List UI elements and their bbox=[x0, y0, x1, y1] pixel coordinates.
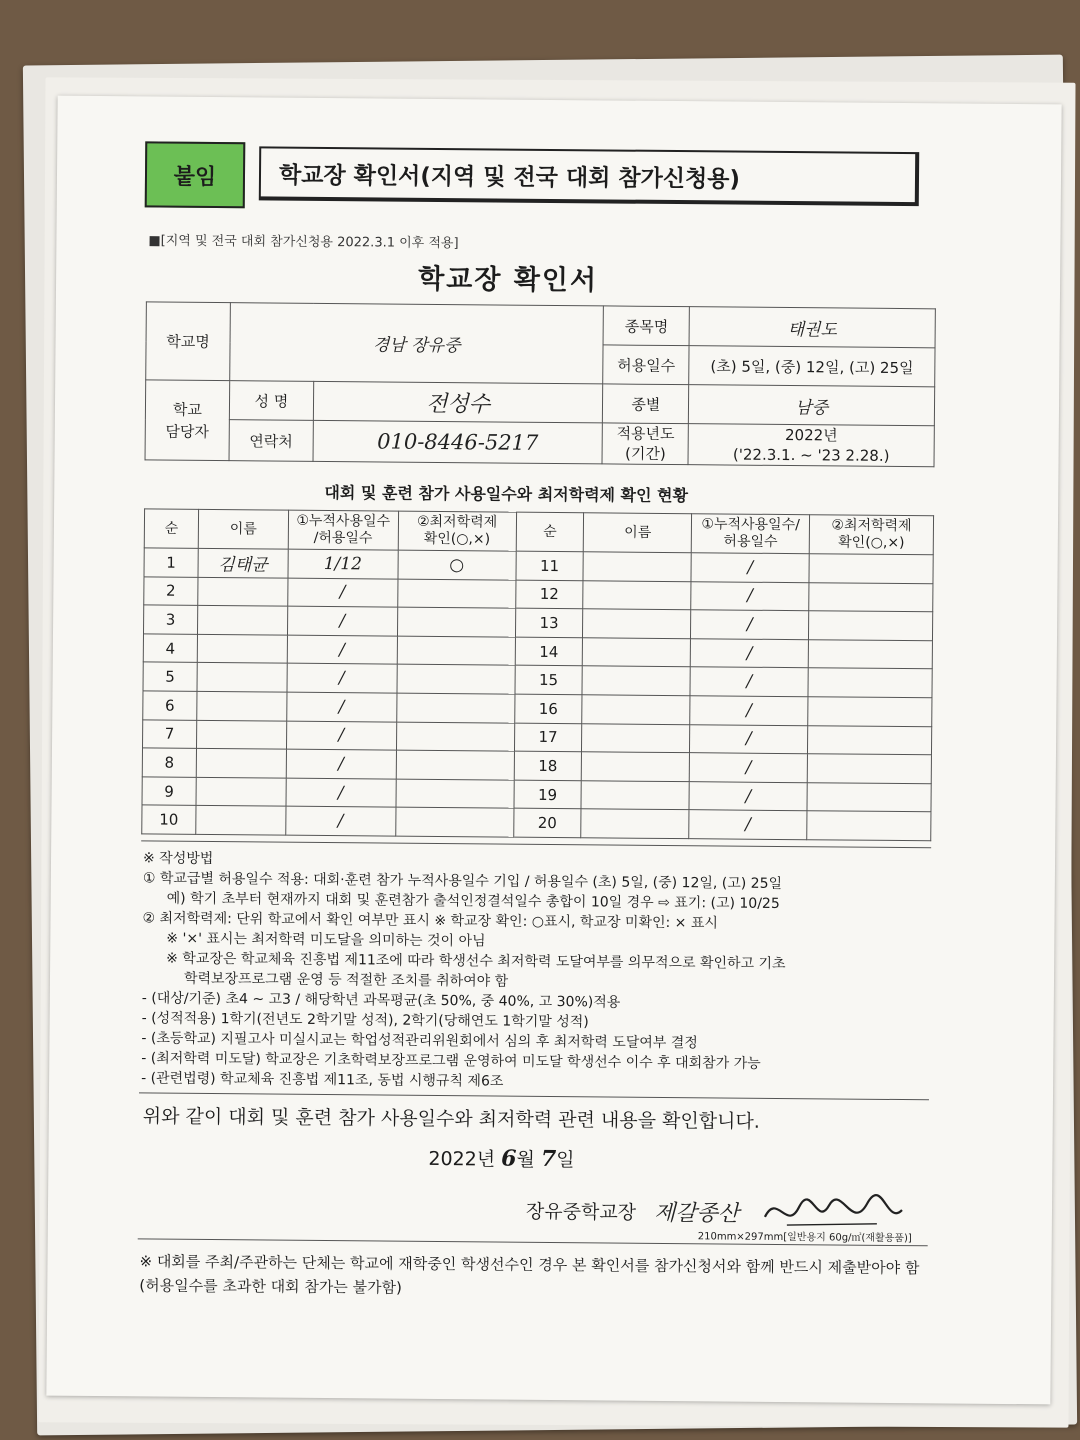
instruction-line: - (최저학력 미도달) 학교장은 기초학력보장프로그램 운영하여 미도달 학생선수 이수 후 대회참가 가능 bbox=[141, 1050, 761, 1072]
row-no-right: 15 bbox=[515, 666, 583, 695]
row-check-right bbox=[809, 582, 933, 612]
footer-note: ※ 대회를 주최/주관하는 단체는 학교에 재학중인 학생선수인 경우 본 확인서를 참가신청서와 함께 반드시 제출받아야 함(허용일수를 초과한 대회 참가는 불가함) bbox=[139, 1252, 920, 1297]
gender-label: 종별 bbox=[603, 384, 689, 424]
instruction-line: ② 최저학력제: 단위 학교에서 확인 여부만 표시 ※ 학교장 확인: ○표시, 학교장 미확인: × 표시 bbox=[142, 910, 718, 932]
name-label: 성 명 bbox=[229, 381, 313, 421]
row-no-right: 12 bbox=[515, 580, 583, 609]
col-days-right: ①누적사용일수/ 허용일수 bbox=[691, 514, 809, 554]
row-name bbox=[197, 663, 287, 692]
signer-name: 제갈종산 bbox=[653, 1200, 740, 1227]
contact-value: 010-8446-5217 bbox=[313, 420, 603, 464]
row-name-right bbox=[582, 723, 690, 753]
year-value-cell bbox=[688, 424, 934, 467]
status-title: 대회 및 훈련 참가 사용일수와 최저학력제 확인 현황 bbox=[324, 482, 689, 506]
row-days: / bbox=[286, 749, 396, 779]
status-table bbox=[141, 508, 934, 841]
row-name-right bbox=[582, 666, 690, 696]
row-name bbox=[197, 691, 287, 720]
school-info-table bbox=[145, 301, 936, 467]
document-page bbox=[46, 96, 1061, 1405]
row-no-right: 11 bbox=[516, 551, 584, 580]
instruction-line: 예) 학기 초부터 현재까지 대회 및 훈련참가 출석인정결석일수 총합이 10일 경우 ⇨ 표기: (고) 10/25 bbox=[166, 890, 780, 912]
row-days: / bbox=[286, 778, 396, 808]
row-days: / bbox=[286, 721, 396, 751]
row-days: 1/12 bbox=[288, 549, 398, 579]
document-title: 학교장 확인서 bbox=[418, 263, 599, 297]
row-days-right: / bbox=[691, 553, 809, 583]
row-check-right bbox=[807, 782, 931, 812]
row-no-right: 17 bbox=[514, 723, 582, 752]
row-name-right bbox=[583, 609, 691, 639]
row-name-right bbox=[583, 552, 691, 582]
row-name-right bbox=[581, 809, 689, 839]
row-no-right: 14 bbox=[515, 637, 583, 666]
row-no: 8 bbox=[142, 748, 196, 777]
year-label: 적용년도 (기간) bbox=[602, 423, 688, 465]
name-value: 전성수 bbox=[313, 381, 603, 423]
year-value: 2022년 bbox=[784, 426, 838, 445]
row-check bbox=[397, 579, 515, 609]
confirm-statement: 위와 같이 대회 및 훈련 참가 사용일수와 최저학력 관련 내용을 확인합니다. bbox=[142, 1105, 760, 1133]
days-value: (초) 5일, (중) 12일, (고) 25일 bbox=[689, 346, 935, 387]
row-check bbox=[395, 807, 513, 837]
row-check bbox=[396, 750, 514, 780]
row-days-right: / bbox=[690, 667, 808, 697]
row-name-right bbox=[582, 695, 690, 725]
date-month-unit: 월 bbox=[516, 1148, 535, 1171]
row-days: / bbox=[287, 606, 397, 636]
row-days-right: / bbox=[690, 724, 808, 754]
row-no: 3 bbox=[143, 605, 197, 634]
gender-value: 남중 bbox=[689, 385, 935, 426]
row-days-right: / bbox=[691, 581, 809, 611]
row-name-right bbox=[582, 752, 690, 782]
contact-label: 연락처 bbox=[229, 420, 313, 462]
instruction-line: ※ 학교장은 학교체육 진흥법 제11조에 따라 학생선수 최저학력 도달여부를 의무적으로 확인하고 기초 bbox=[166, 950, 786, 973]
col-days: ①누적사용일수 /허용일수 bbox=[288, 510, 398, 550]
divider-top bbox=[141, 840, 931, 848]
row-name bbox=[197, 606, 287, 635]
row-days-right: / bbox=[689, 753, 807, 783]
row-no: 7 bbox=[143, 719, 197, 748]
row-no: 2 bbox=[144, 577, 198, 606]
row-no: 4 bbox=[143, 634, 197, 663]
row-no: 5 bbox=[143, 662, 197, 691]
row-name: 김태균 bbox=[198, 548, 288, 577]
period-value: ('22.3.1. ~ '23 2.28.) bbox=[732, 445, 890, 465]
school-name-value: 경남 장유중 bbox=[230, 303, 604, 384]
date-month: 6 bbox=[501, 1145, 517, 1172]
row-days: / bbox=[286, 807, 396, 837]
instruction-line: - (대상/기준) 초4 ~ 고3 / 해당학년 과목평균(초 50%, 중 40%, 고 30%)적용 bbox=[141, 990, 621, 1011]
signer-title: 장유중학교장 bbox=[525, 1200, 637, 1224]
row-days-right: / bbox=[690, 696, 808, 726]
row-check-right bbox=[808, 639, 932, 669]
row-days-right: / bbox=[689, 810, 807, 840]
date-year: 2022년 bbox=[428, 1147, 496, 1171]
row-check bbox=[396, 693, 514, 723]
row-no-right: 18 bbox=[514, 751, 582, 780]
col-name: 이름 bbox=[198, 509, 288, 549]
row-check bbox=[397, 607, 515, 637]
applicability-note: ■[지역 및 전국 대회 참가신청용 2022.3.1 이후 적용] bbox=[148, 233, 459, 252]
row-days-right: / bbox=[690, 638, 808, 668]
row-days: / bbox=[287, 692, 397, 722]
attachment-badge: 붙임 bbox=[145, 141, 246, 208]
signature-date bbox=[428, 1144, 574, 1172]
row-check bbox=[396, 722, 514, 752]
row-check bbox=[397, 665, 515, 695]
row-no-right: 20 bbox=[513, 808, 581, 837]
instruction-line: - (초등학교) 지필고사 미실시교는 학업성적관리위원회에서 심의 후 최저학력 도달여부 결정 bbox=[141, 1030, 698, 1052]
col-no: 순 bbox=[144, 509, 198, 548]
row-check-right bbox=[808, 668, 932, 698]
row-check-right bbox=[808, 697, 932, 727]
row-no: 6 bbox=[143, 691, 197, 720]
instructions bbox=[141, 848, 943, 1095]
row-name bbox=[196, 720, 286, 749]
row-days: / bbox=[287, 635, 397, 665]
table-row bbox=[142, 805, 931, 840]
row-name bbox=[196, 777, 286, 806]
status-rows bbox=[142, 548, 933, 841]
row-name bbox=[197, 634, 287, 663]
row-no-right: 19 bbox=[514, 780, 582, 809]
row-name bbox=[198, 577, 288, 606]
header-title: 학교장 확인서(지역 및 전국 대회 참가신청용) bbox=[259, 146, 919, 206]
school-name-label: 학교명 bbox=[146, 302, 231, 381]
row-name-right bbox=[581, 780, 689, 810]
col-name-right: 이름 bbox=[584, 513, 692, 553]
date-day-unit: 일 bbox=[556, 1149, 575, 1172]
col-no-right: 순 bbox=[516, 512, 584, 552]
row-no-right: 13 bbox=[515, 608, 583, 637]
header-row bbox=[145, 141, 920, 214]
instruction-line: ※ '×' 표시는 최저학력 미도달을 의미하는 것이 아님 bbox=[166, 930, 486, 950]
instruction-line: ※ 작성방법 bbox=[142, 850, 214, 868]
days-label: 허용일수 bbox=[603, 345, 689, 385]
row-check-right bbox=[809, 554, 933, 584]
row-days-right: / bbox=[689, 781, 807, 811]
col-check-right: ②최저학력제 확인(○,×) bbox=[809, 515, 933, 555]
instruction-line: - (관련법령) 학교체육 진흥법 제11조, 동법 시행규칙 제6조 bbox=[141, 1070, 504, 1090]
row-days-right: / bbox=[691, 610, 809, 640]
instruction-line: - (성적적용) 1학기(전년도 2학기말 성적), 2학기(당해연도 1학기말 성적) bbox=[141, 1010, 589, 1031]
manager-label: 학교 담당자 bbox=[145, 380, 230, 461]
row-no: 9 bbox=[142, 777, 196, 806]
event-value: 태권도 bbox=[689, 307, 935, 348]
row-check-right bbox=[809, 611, 933, 641]
instruction-line: 학력보장프로그램 운영 등 적절한 조치를 취하여야 함 bbox=[183, 970, 509, 990]
instruction-line: ① 학교급별 허용일수 적용: 대회·훈련 참가 누적사용일수 기입 / 허용일수 (초) 5일, (중) 12일, (고) 25일 bbox=[142, 870, 783, 892]
row-no: 10 bbox=[142, 805, 196, 834]
row-name bbox=[196, 749, 286, 778]
row-days: / bbox=[288, 578, 398, 608]
row-check: ○ bbox=[398, 550, 516, 580]
row-check bbox=[396, 779, 514, 809]
row-check-right bbox=[808, 725, 932, 755]
row-no: 1 bbox=[144, 548, 198, 577]
row-name bbox=[196, 806, 286, 835]
col-check: ②최저학력제 확인(○,×) bbox=[398, 511, 516, 551]
event-label: 종목명 bbox=[603, 306, 689, 346]
row-check bbox=[397, 636, 515, 666]
date-day: 7 bbox=[540, 1145, 557, 1173]
row-check-right bbox=[807, 754, 931, 784]
paper-spec: 210mm×297mm[일반용지 60g/㎡(재활용품)] bbox=[697, 1231, 912, 1245]
row-check-right bbox=[807, 811, 931, 841]
row-days: / bbox=[287, 664, 397, 694]
row-name-right bbox=[583, 638, 691, 668]
row-name-right bbox=[583, 580, 691, 610]
row-no-right: 16 bbox=[514, 694, 582, 723]
